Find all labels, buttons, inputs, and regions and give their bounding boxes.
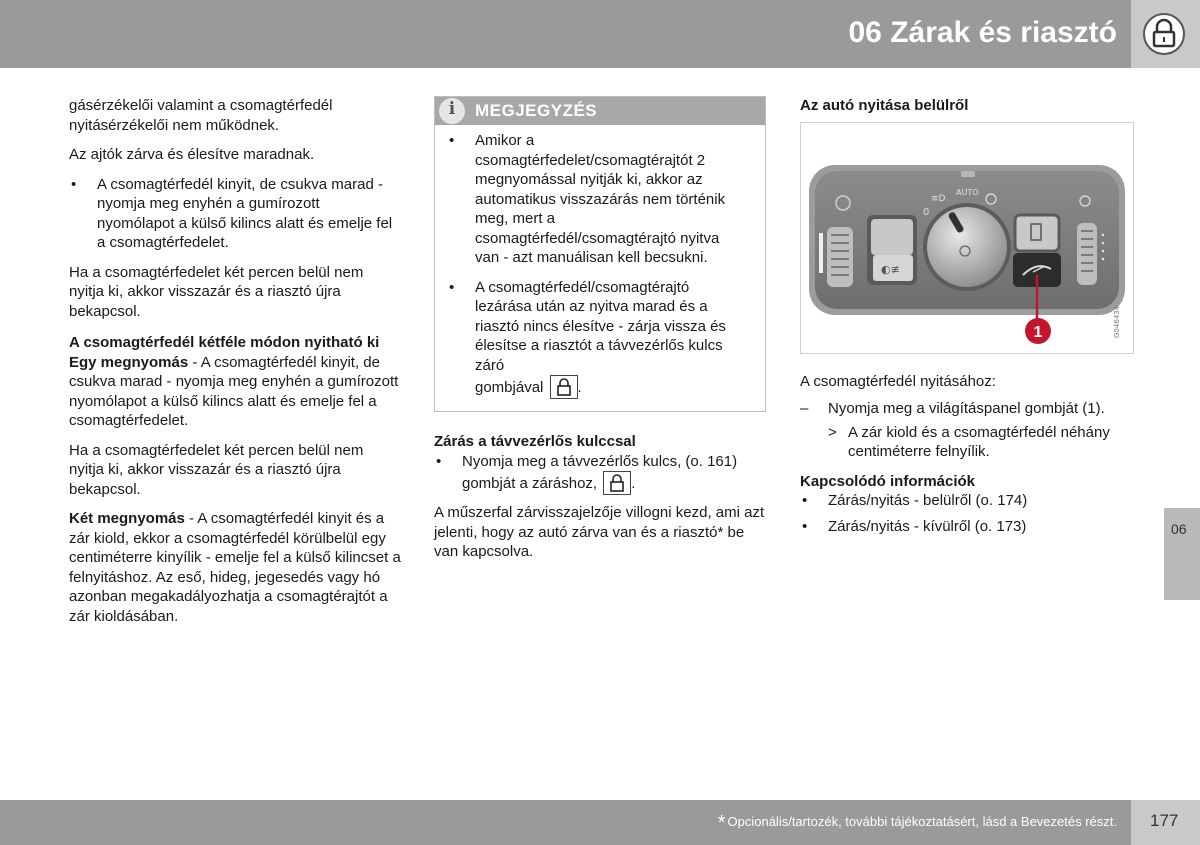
svg-text:≡D: ≡D bbox=[931, 193, 946, 204]
callout-number: 1 bbox=[1033, 323, 1043, 341]
note-bullet-text: A csomagtérfedél/csomagtérajtó lezárása után az nyitva marad és a riasztó nincs élesítve - zárja vissza és élesítse a riasztót a távvezérlős kulcs záró bbox=[475, 278, 726, 374]
bullet-tail: gombját a záráshoz, bbox=[462, 475, 598, 492]
bullet-item: • A csomagtérfedél kinyit, de csukva marad - nyomja meg enyhén a gumírozott nyomólapot a külső kilincs alatt és emelje fel a csomagtérfedelet. bbox=[69, 175, 401, 253]
section-heading: A csomagtérfedél kétféle módon nyitható ki bbox=[69, 334, 380, 351]
chapter-side-tab bbox=[1164, 508, 1200, 600]
chapter-title: 06 Zárak és riasztó bbox=[848, 16, 1117, 49]
paragraph bbox=[69, 509, 401, 626]
paragraph: Az ajtók zárva és élesítve maradnak. bbox=[69, 146, 315, 163]
note-title: MEGJEGYZÉS bbox=[475, 101, 598, 120]
paragraph: Ha a csomagtérfedelet két percen belül nem nyitja ki, akkor visszazár és a riasztó újra bekapcsol. bbox=[69, 441, 364, 498]
note-bullet-tail: gombjával bbox=[475, 379, 544, 396]
step-item: – Nyomja meg a világításpanel gombját (1). bbox=[800, 399, 1134, 419]
light-panel-figure bbox=[800, 122, 1134, 354]
svg-text:◐≢: ◐≢ bbox=[881, 262, 900, 276]
bullet-item: • Nyomja meg a távvezérlős kulcs, (o. 161) gombját a záráshoz, . bbox=[434, 452, 766, 496]
column-3 bbox=[800, 96, 1134, 546]
bold-term: Két megnyomás bbox=[69, 510, 185, 527]
footer-note-text: Opcionális/tartozék, további tájékoztatásért, lásd a Bevezetés részt. bbox=[727, 814, 1117, 829]
bullet-text: Nyomja meg a távvezérlős kulcs, (o. 161) bbox=[462, 452, 738, 470]
lock-button-icon bbox=[603, 471, 631, 495]
paragraph-text: - A csomagtérfedél kinyit és a zár kiold, ekkor a csomagtérfedél körülbelül egy centiméterre kinyílik - emelje fel a külső kilincset a felnyitáshoz. Az eső, hideg, jegesedés vagy hó azonban megakadályozhatja a csomagtérajtót a zár kioldásában. bbox=[69, 510, 401, 625]
note-header bbox=[435, 97, 765, 125]
paragraph: A műszerfal zárvisszajelzője villogni kezd, ami azt jelenti, hogy az autó zárva van és a riasztó* be van kapcsolva. bbox=[434, 504, 765, 560]
related-link[interactable]: • Zárás/nyitás - belülről (o. 174) bbox=[800, 491, 1134, 511]
section-heading: Kapcsolódó információk bbox=[800, 472, 976, 490]
note-bullet: • A csomagtérfedél/csomagtérajtó lezárása után az nyitva marad és a riasztó nincs élesítve - zárja vissza és élesítse a riasztót a távvezérlős kulcs záró gombjával . bbox=[447, 278, 747, 400]
zero-label: 0 bbox=[923, 206, 930, 218]
lock-button-icon bbox=[550, 375, 578, 399]
chapter-tab-label: 06 bbox=[1171, 521, 1187, 537]
column-1 bbox=[69, 96, 401, 636]
paragraph bbox=[69, 353, 401, 431]
lock-icon bbox=[1142, 12, 1186, 56]
footnote-star: * bbox=[717, 812, 726, 834]
note-box bbox=[434, 96, 766, 412]
footer-note bbox=[718, 812, 1117, 834]
info-icon: i bbox=[439, 98, 465, 124]
figure-code: G046434 bbox=[1113, 305, 1121, 338]
auto-label: AUTO bbox=[956, 187, 979, 197]
related-link[interactable]: • Zárás/nyitás - kívülről (o. 173) bbox=[800, 517, 1134, 537]
paragraph: A csomagtérfedél nyitásához: bbox=[800, 372, 996, 390]
step-result: > A zár kiold és a csomagtérfedél néhány centiméterre felnyílik. bbox=[800, 423, 1134, 462]
note-bullet: • Amikor a csomagtérfedelet/csomagtérajtót 2 megnyomással nyitják ki, akkor az automatikus visszazárás nem történik meg, mert a csomagtérfedél/csomagtérajtó nyitva van - azt manuálisan kell becsukni. bbox=[447, 131, 747, 268]
section-heading: Zárás a távvezérlős kulccsal bbox=[434, 433, 636, 450]
paragraph: Ha a csomagtérfedelet két percen belül nem nyitja ki, akkor visszazár és a riasztó újra bekapcsol. bbox=[69, 263, 364, 320]
paragraph: gásérzékelői valamint a csomagtérfedél nyitásérzékelői nem működnek. bbox=[69, 97, 333, 134]
bold-term: Egy megnyomás bbox=[69, 353, 189, 371]
column-2 bbox=[434, 96, 766, 572]
section-heading: Az autó nyitása belülről bbox=[800, 97, 969, 114]
page-number: 177 bbox=[1150, 811, 1179, 830]
note-body bbox=[435, 125, 765, 411]
paragraph-text: - A csomagtérfedél kinyit, de csukva marad - nyomja meg enyhén a gumírozott nyomólapot a külső kilincs alatt és emelje fel a csomagtérfedelet. bbox=[69, 353, 399, 429]
